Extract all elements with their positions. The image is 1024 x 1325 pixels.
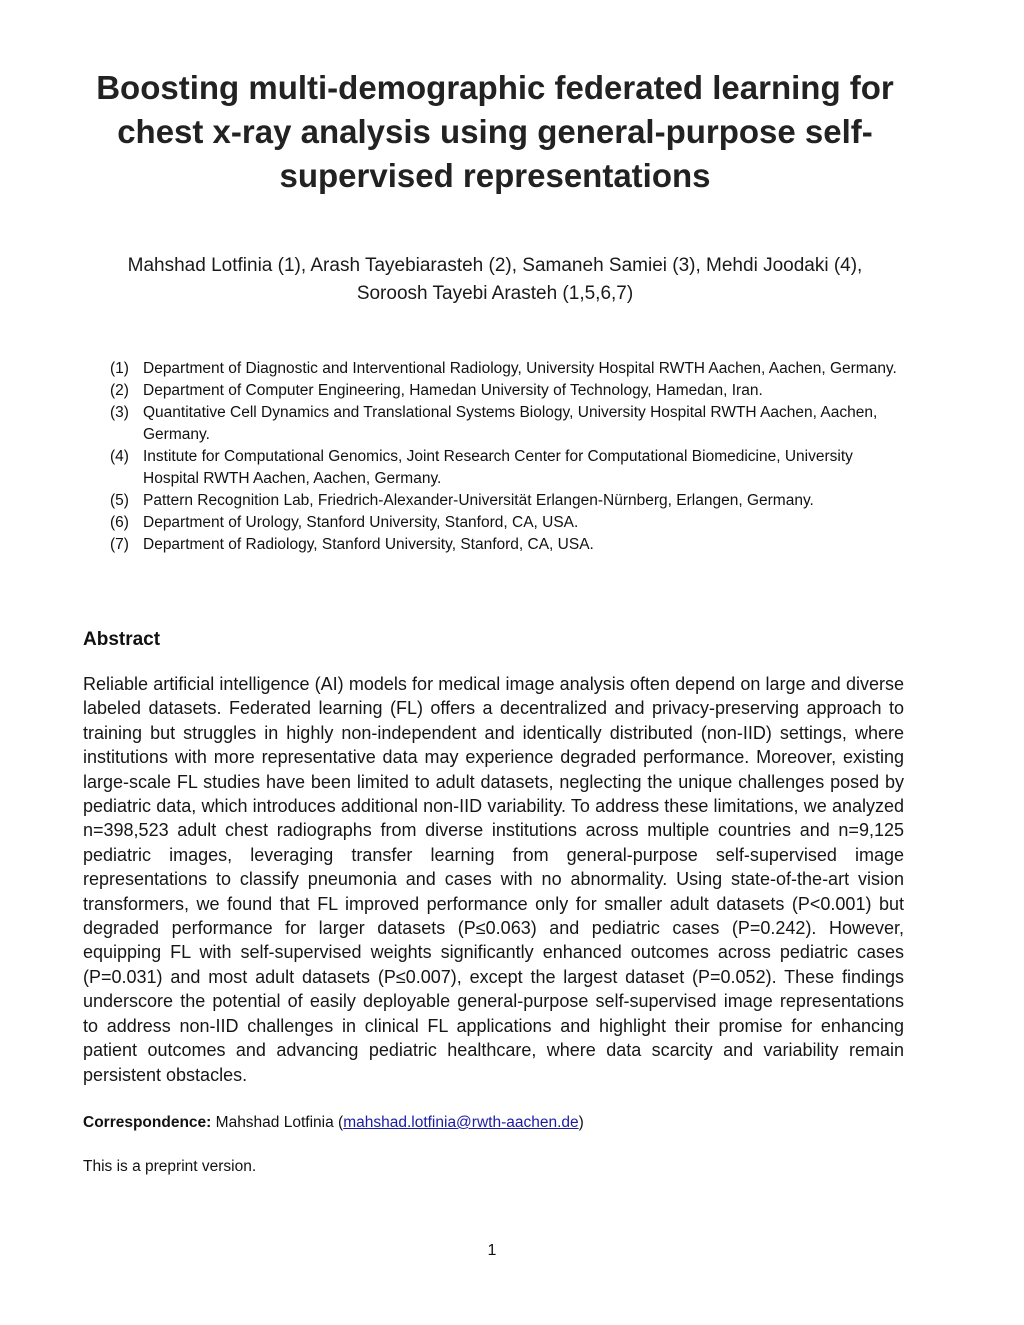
affiliation-text: Pattern Recognition Lab, Friedrich-Alexander-Universität Erlangen-Nürnberg, Erlangen, Germany. — [143, 492, 814, 509]
affiliation-item — [110, 380, 910, 402]
affiliation-number: (4) — [110, 448, 129, 465]
affiliation-item — [110, 490, 910, 512]
affiliation-number: (7) — [110, 536, 129, 553]
affiliation-item — [110, 358, 910, 380]
affiliation-number: (5) — [110, 492, 129, 509]
preprint-note: This is a preprint version. — [83, 1158, 257, 1175]
correspondence-name: Mahshad Lotfinia ( — [215, 1114, 344, 1131]
paper-title: Boosting multi-demographic federated learning for chest x-ray analysis using general-purpose self-supervised representations — [96, 69, 894, 194]
author-line: Mahshad Lotfinia (1), Arash Tayebiarasteh (2), Samaneh Samiei (3), Mehdi Joodaki (4), — [127, 255, 863, 276]
author-list — [70, 252, 920, 308]
correspondence-email-link[interactable]: mahshad.lotfinia@rwth-aachen.de — [343, 1114, 579, 1131]
correspondence-label: Correspondence: — [83, 1114, 212, 1131]
correspondence — [83, 1112, 913, 1134]
affiliation-text: Department of Diagnostic and Interventional Radiology, University Hospital RWTH Aachen, Aachen, Germany. — [143, 360, 897, 377]
affiliation-item — [110, 446, 910, 490]
abstract-heading: Abstract — [83, 629, 161, 650]
affiliation-item — [110, 512, 910, 534]
page-number: 1 — [487, 1242, 497, 1259]
affiliation-number: (6) — [110, 514, 129, 531]
affiliation-text: Department of Urology, Stanford University, Stanford, CA, USA. — [143, 514, 579, 531]
affiliation-text: Institute for Computational Genomics, Joint Research Center for Computational Biomedicine, University Hospital RWTH Aachen, Aachen, Germany. — [143, 448, 853, 487]
correspondence-close: ) — [578, 1114, 584, 1131]
affiliation-item — [110, 402, 910, 446]
abstract-text: Reliable artificial intelligence (AI) models for medical image analysis often depend on large and diverse labeled datasets. Federated learning (FL) offers a decentralized and privacy-preserving approach to training but struggles in highly non-independent and identically distributed (non-IID) settings, where institutions with more representative data may experience degraded performance. Moreover, existing large-scale FL studies have been limited to adult datasets, neglecting the unique challenges posed by pediatric data, which introduces additional non-IID variability. To address these limitations, we analyzed n=398,523 adult chest radiographs from diverse institutions across multiple countries and n=9,125 pediatric images, leveraging transfer learning from general-purpose self-supervised image representations to classify pneumonia and cases with no abnormality. Using state-of-the-art vision transformers, we found that FL improved performance only for smaller adult datasets (P<0.001) but degraded performance for larger datasets (P≤0.063) and pediatric cases (P=0.242). However, equipping FL with self-supervised weights significantly enhanced outcomes across pediatric cases (P=0.031) and most adult datasets (P≤0.007), except the largest dataset (P=0.052). These findings underscore the potential of easily deployable general-purpose self-supervised image representations to address non-IID challenges in clinical FL applications and highlight their promise for enhancing patient outcomes and advancing pediatric healthcare, where data scarcity and variability remain persistent obstacles. — [83, 674, 904, 1085]
affiliation-text: Quantitative Cell Dynamics and Translational Systems Biology, University Hospital RWTH Aachen, Aachen, Germany. — [143, 404, 878, 443]
affiliation-number: (2) — [110, 382, 129, 399]
affiliation-text: Department of Computer Engineering, Hamedan University of Technology, Hamedan, Iran. — [143, 382, 763, 399]
affiliation-item — [110, 534, 910, 556]
affiliation-number: (1) — [110, 360, 129, 377]
affiliation-text: Department of Radiology, Stanford University, Stanford, CA, USA. — [143, 536, 594, 553]
affiliation-list — [110, 358, 910, 556]
author-line: Soroosh Tayebi Arasteh (1,5,6,7) — [356, 283, 634, 304]
affiliation-number: (3) — [110, 404, 129, 421]
